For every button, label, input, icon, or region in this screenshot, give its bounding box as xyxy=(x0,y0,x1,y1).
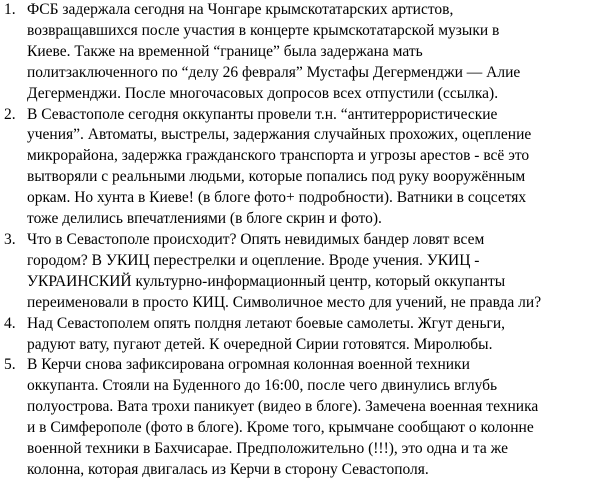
list-item-number: 2. xyxy=(4,105,16,123)
list-item-text-line: УКРАИНСКИЙ культурно-информационный центр, который оккупанты xyxy=(27,272,506,290)
list-item-text-line: В Севастополе сегодня оккупанты провели т.н. “антитеррористические xyxy=(27,105,498,123)
list-item-text-line: учения”. Автоматы, выстрелы, задержания случайных прохожих, оцепление xyxy=(27,126,532,144)
list-item-text-line: Дегерменджи. После многочасовых допросов всех отпустили (ссылка). xyxy=(27,84,499,102)
list-item-text-line: оркам. Но хунта в Киеве! (в блоге фото+ подробности). Ватники в соцсетях xyxy=(27,189,527,207)
list-item-text-line: В Керчи снова зафиксирована огромная колонная военной техники xyxy=(27,356,470,374)
list-item-number: 1. xyxy=(4,1,16,18)
list-item-number: 5. xyxy=(4,356,16,374)
list-item-text-line: радуют вату, пугают детей. К очередной Сирии готовятся. Миролюбы. xyxy=(27,335,493,353)
list-item-2 xyxy=(0,105,607,230)
list-item-text-line: колонна, которая двигалась из Керчи в сторону Севастополя. xyxy=(27,460,429,478)
list-item-1 xyxy=(0,0,607,105)
list-item-text-line: переименовали в просто КИЦ. Символичное место для учений, не правда ли? xyxy=(27,293,542,311)
list-item-text-line: возвращавшихся после участия в концерте крымскотатарской музыки в xyxy=(27,21,500,39)
list-item-4 xyxy=(0,314,607,356)
list-item-text-line: оккупанта. Стояли на Буденного до 16:00, после чего двинулись вглубь xyxy=(27,377,498,395)
list-item-5 xyxy=(0,355,607,480)
list-item-text-line: городом? В УКИЦ перестрелки и оцепление. Вроде учения. УКИЦ - xyxy=(27,251,480,269)
list-item-number: 4. xyxy=(4,314,16,332)
list-item-text-line: вытворяли с реальными людьми, которые попались под руку вооружённым xyxy=(27,168,526,186)
list-item-text-line: военной техники в Бахчисарае. Предположительно (!!!), это одна и та же xyxy=(27,440,509,458)
list-item-text-line: микрорайона, задержка гражданского транспорта и угрозы арестов - всё это xyxy=(27,147,530,165)
list-item-text-line: Что в Севастополе происходит? Опять невидимых бандер ловят всем xyxy=(27,230,485,248)
list-item-text-line: политзаключенного по “делу 26 февраля” Мустафы Дегерменджи — Алие xyxy=(27,63,521,81)
list-item-3 xyxy=(0,230,607,314)
list-item-text-line: ФСБ задержала сегодня на Чонгаре крымскотатарских артистов, xyxy=(27,1,454,18)
list-item-text-line: полуострова. Вата трохи паникует (видео в блоге). Замечена военная техника xyxy=(27,398,539,416)
list-item-text-line: тоже делились впечатлениями (в блоге скрин и фото). xyxy=(27,210,382,228)
list-item-number: 3. xyxy=(4,230,16,248)
list-item-text-line: и в Симферополе (фото в блоге). Кроме того, крымчане сообщают о колонне xyxy=(27,419,534,437)
list-item-text-line: Киеве. Также на временной “границе” была задержана мать xyxy=(27,42,423,60)
list-item-text-line: Над Севастополем опять полдня летают боевые самолеты. Жгут деньги, xyxy=(27,314,506,332)
